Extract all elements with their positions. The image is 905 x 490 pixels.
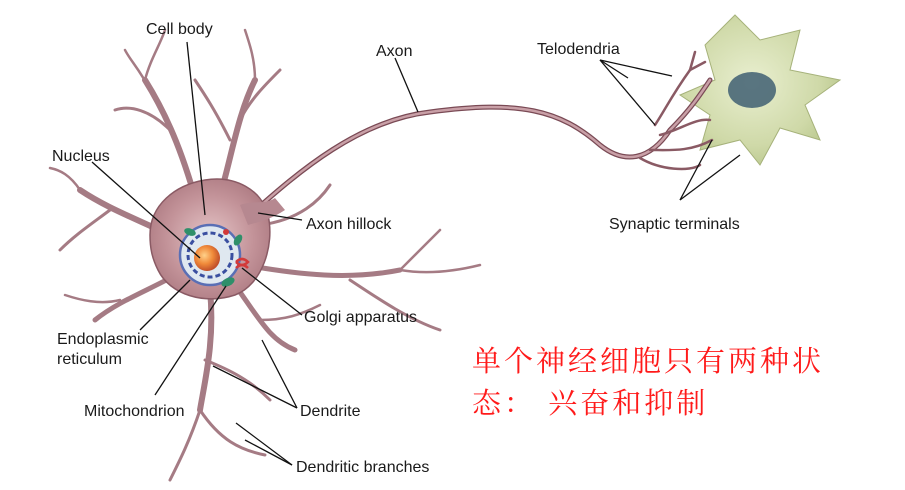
note-text	[472, 340, 892, 424]
label-golgi-apparatus: Golgi apparatus	[304, 309, 417, 326]
label-axon-hillock: Axon hillock	[306, 216, 392, 233]
target-cell-nucleus	[728, 72, 776, 108]
cell-body	[150, 179, 285, 299]
note-line-2: 态： 兴奋和抑制	[472, 386, 709, 420]
label-telodendria: Telodendria	[537, 41, 620, 58]
label-nucleus: Nucleus	[52, 148, 110, 165]
label-endoplasmic-line2: reticulum	[57, 351, 122, 368]
label-dendrite: Dendrite	[300, 403, 361, 420]
label-cell-body: Cell body	[146, 21, 213, 38]
label-endoplasmic-line1: Endoplasmic	[57, 331, 149, 348]
label-axon: Axon	[376, 43, 413, 60]
label-synaptic-terminals: Synaptic terminals	[609, 216, 740, 233]
nucleus-shape	[194, 245, 220, 271]
note-line-1: 单个神经细胞只有两种状	[472, 344, 825, 378]
axon	[250, 80, 710, 215]
label-dendritic-branches: Dendritic branches	[296, 459, 430, 476]
label-mitochondrion: Mitochondrion	[84, 403, 185, 420]
